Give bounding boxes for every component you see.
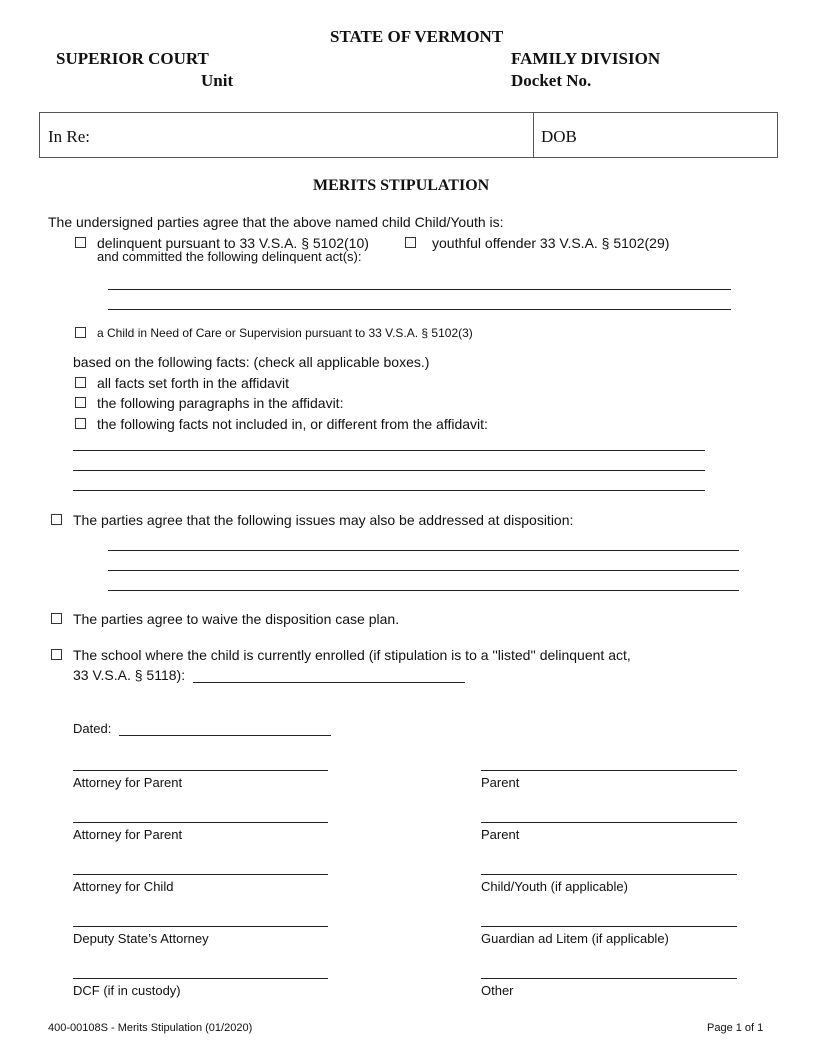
signature-label: Other	[481, 983, 514, 998]
chins-checkbox[interactable]	[75, 327, 86, 338]
signature-line[interactable]	[73, 822, 328, 823]
unit-label: Unit	[201, 71, 234, 90]
signature-line[interactable]	[73, 926, 328, 927]
signature-line[interactable]	[73, 874, 328, 875]
division-heading: FAMILY DIVISION	[511, 49, 661, 68]
signature-label: Child/Youth (if applicable)	[481, 879, 628, 894]
dated-label: Dated:	[73, 721, 112, 736]
signature-label: Parent	[481, 827, 520, 842]
delinquent-act-line[interactable]	[108, 309, 731, 310]
intro-text: The undersigned parties agree that the above named child Child/Youth is:	[48, 214, 504, 230]
issues-line[interactable]	[108, 570, 739, 571]
signature-label: Guardian ad Litem (if applicable)	[481, 931, 669, 946]
signature-label: DCF (if in custody)	[73, 983, 181, 998]
school-checkbox[interactable]	[51, 649, 62, 660]
other-facts-label: the following facts not included in, or different from the affidavit:	[97, 416, 488, 432]
delinquent-act-line[interactable]	[108, 289, 731, 290]
signature-label: Deputy State’s Attorney	[73, 931, 209, 946]
disposition-issues-checkbox[interactable]	[51, 514, 62, 525]
delinquent-checkbox[interactable]	[75, 237, 86, 248]
school-statute: 33 V.S.A. § 5118):	[73, 667, 186, 683]
docket-label: Docket No.	[511, 71, 592, 90]
dated-line[interactable]	[119, 735, 331, 736]
signature-line[interactable]	[481, 978, 737, 979]
signature-label: Attorney for Parent	[73, 775, 183, 790]
all-facts-checkbox[interactable]	[75, 377, 86, 388]
issues-line[interactable]	[108, 550, 739, 551]
youthful-offender-label: youthful offender 33 V.S.A. § 5102(29)	[432, 235, 670, 251]
facts-line[interactable]	[73, 470, 705, 471]
facts-intro: based on the following facts: (check all applicable boxes.)	[73, 354, 430, 370]
dob-label: DOB	[541, 127, 577, 146]
signature-label: Attorney for Child	[73, 879, 174, 894]
court-heading: SUPERIOR COURT	[56, 49, 209, 68]
signature-label: Attorney for Parent	[73, 827, 183, 842]
committed-text: and committed the following delinquent act(s):	[97, 249, 362, 264]
paragraphs-label: the following paragraphs in the affidavit:	[97, 395, 344, 411]
case-info-box	[39, 112, 778, 158]
disposition-issues-label: The parties agree that the following issues may also be addressed at disposition:	[73, 512, 574, 528]
other-facts-checkbox[interactable]	[75, 418, 86, 429]
delinquent-label: delinquent pursuant to 33 V.S.A. § 5102(10)	[97, 235, 369, 251]
signature-line[interactable]	[73, 978, 328, 979]
signature-line[interactable]	[73, 770, 328, 771]
facts-line[interactable]	[73, 490, 705, 491]
chins-label: a Child in Need of Care or Supervision pursuant to 33 V.S.A. § 5102(3)	[97, 326, 473, 340]
waive-label: The parties agree to waive the disposition case plan.	[73, 611, 400, 627]
facts-line[interactable]	[73, 450, 705, 451]
issues-line[interactable]	[108, 590, 739, 591]
signature-line[interactable]	[481, 822, 737, 823]
page-title: MERITS STIPULATION	[313, 177, 490, 194]
all-facts-label: all facts set forth in the affidavit	[97, 375, 289, 391]
signature-line[interactable]	[481, 926, 737, 927]
signature-line[interactable]	[481, 770, 737, 771]
school-line[interactable]	[193, 682, 465, 683]
youthful-offender-checkbox[interactable]	[405, 237, 416, 248]
signature-label: Parent	[481, 775, 520, 790]
signature-line[interactable]	[481, 874, 737, 875]
page-number: Page 1 of 1	[707, 1022, 764, 1034]
form-number: 400-00108S - Merits Stipulation (01/2020)	[48, 1022, 253, 1034]
state-heading: STATE OF VERMONT	[330, 27, 504, 46]
school-label: The school where the child is currently enrolled (if stipulation is to a ''listed'' delinquent act,	[73, 647, 631, 663]
waive-checkbox[interactable]	[51, 613, 62, 624]
paragraphs-checkbox[interactable]	[75, 397, 86, 408]
in-re-label: In Re:	[48, 127, 91, 146]
